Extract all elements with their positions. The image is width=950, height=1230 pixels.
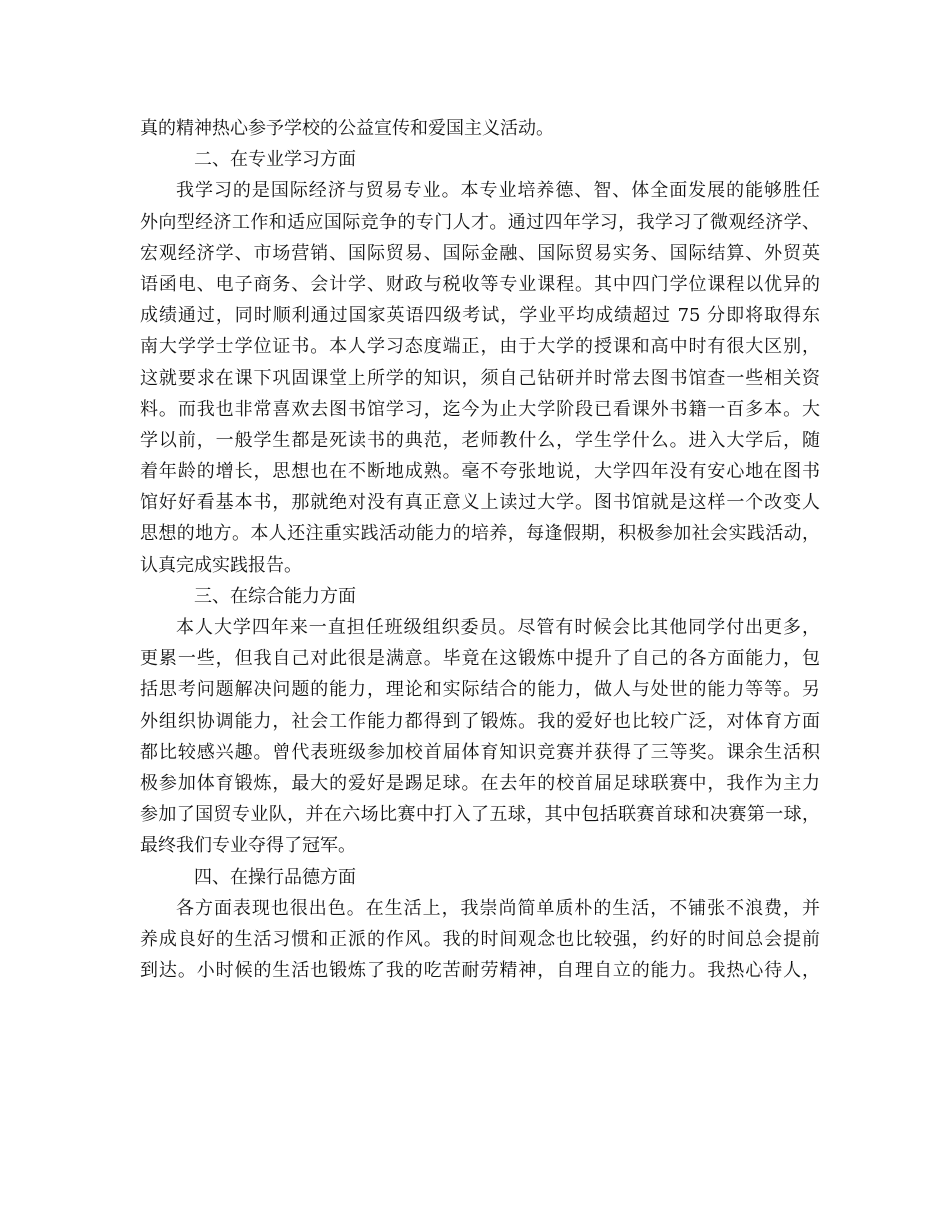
section-heading: 三、在综合能力方面 (194, 585, 356, 607)
paragraph-line: 更累一些，但我自己对此很是满意。毕竟在这锻炼中提升了自己的各方面能力，包 (140, 648, 820, 670)
intro-line: 真的精神热心参予学校的公益宣传和爱国主义活动。 (140, 118, 554, 139)
paragraph-line: 语函电、电子商务、会计学、财政与税收等专业课程。其中四门学位课程以优异的 (140, 273, 820, 295)
paragraph-line: 养成良好的生活习惯和正派的作风。我的时间观念也比较强，约好的时间总会提前 (140, 928, 820, 950)
paragraph-line: 着年龄的增长，思想也在不断地成熟。毫不夸张地说，大学四年没有安心地在图书 (140, 461, 820, 483)
paragraph-line: 宏观经济学、市场营销、国际贸易、国际金融、国际贸易实务、国际结算、外贸英 (140, 242, 820, 264)
paragraph-line: 最终我们专业夺得了冠军。 (140, 835, 356, 857)
section-heading: 二、在专业学习方面 (194, 149, 356, 171)
paragraph-line: 外组织协调能力，社会工作能力都得到了锻炼。我的爱好也比较广泛，对体育方面 (140, 710, 820, 732)
paragraph-line: 成绩通过，同时顺利通过国家英语四级考试，学业平均成绩超过 75 分即将取得东 (140, 305, 820, 327)
paragraph-line: 本人大学四年来一直担任班级组织委员。尽管有时候会比其他同学付出更多， (176, 617, 820, 638)
document-body (140, 113, 820, 986)
paragraph-line: 外向型经济工作和适应国际竞争的专门人才。通过四年学习，我学习了微观经济学、 (140, 211, 820, 233)
paragraph-line: 料。而我也非常喜欢去图书馆学习，迄今为止大学阶段已看课外书籍一百多本。大 (140, 398, 820, 420)
paragraph-line: 各方面表现也很出色。在生活上，我崇尚简单质朴的生活，不铺张不浪费，并 (176, 897, 820, 919)
paragraph-line: 思想的地方。本人还注重实践活动能力的培养，每逢假期，积极参加社会实践活动， (140, 523, 820, 545)
section-heading: 四、在操行品德方面 (194, 866, 356, 888)
paragraph-line: 括思考问题解决问题的能力，理论和实际结合的能力，做人与处世的能力等等。另 (140, 679, 820, 701)
paragraph-line: 我学习的是国际经济与贸易专业。本专业培养德、智、体全面发展的能够胜任 (176, 180, 820, 202)
paragraph-line: 南大学学士学位证书。本人学习态度端正，由于大学的授课和高中时有很大区别， (140, 336, 820, 358)
paragraph-line: 馆好好看基本书，那就绝对没有真正意义上读过大学。图书馆就是这样一个改变人 (140, 492, 820, 514)
paragraph-line: 都比较感兴趣。曾代表班级参加校首届体育知识竞赛并获得了三等奖。课余生活积 (140, 741, 820, 763)
paragraph-line: 极参加体育锻炼，最大的爱好是踢足球。在去年的校首届足球联赛中，我作为主力 (140, 772, 820, 794)
paragraph-line: 学以前，一般学生都是死读书的典范，老师教什么，学生学什么。进入大学后，随 (140, 429, 820, 451)
paragraph-line: 参加了国贸专业队，并在六场比赛中打入了五球，其中包括联赛首球和决赛第一球， (140, 804, 820, 826)
paragraph-line: 这就要求在课下巩固课堂上所学的知识，须自己钻研并时常去图书馆查一些相关资 (140, 367, 820, 389)
paragraph-line: 认真完成实践报告。 (140, 554, 302, 576)
paragraph-line: 到达。小时候的生活也锻炼了我的吃苦耐劳精神，自理自立的能力。我热心待人， (140, 960, 820, 982)
